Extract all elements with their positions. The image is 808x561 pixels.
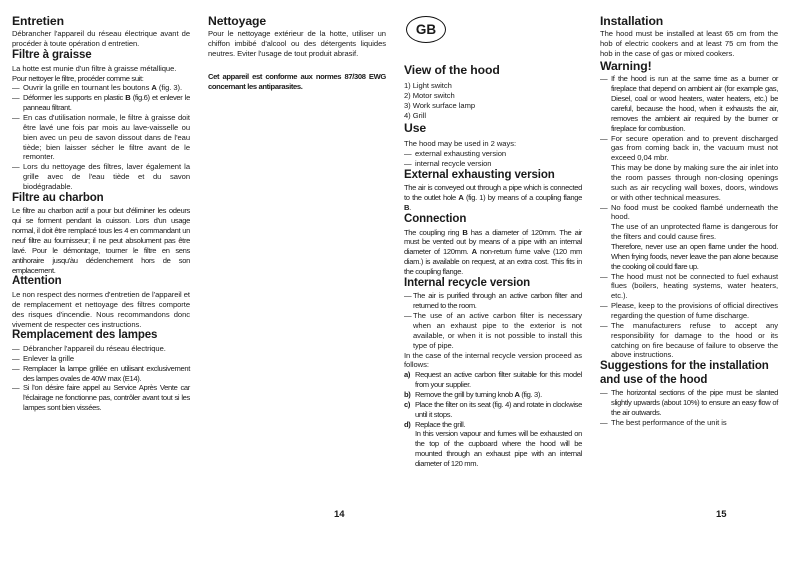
- dash-marker-icon: —: [12, 112, 20, 122]
- dash-marker-icon: —: [12, 83, 20, 93]
- list-item: [404, 400, 582, 420]
- dash-marker-icon: —: [12, 93, 20, 103]
- list-item-continuation: [600, 163, 778, 202]
- dash-marker-icon: —: [600, 133, 608, 143]
- list-filtre-graisse-steps: [12, 83, 190, 191]
- list-item: [12, 162, 190, 192]
- list-item: [600, 388, 778, 418]
- list-item-text: Remplacer la lampe grillée en utilisant exclusivement des lampes ovales de 40W max (E14).: [23, 363, 190, 383]
- step-label-d: d): [404, 419, 411, 429]
- list-item: [12, 83, 190, 93]
- list-item-text: The horizontal sections of the pipe must be slanted slightly upwards (about 10%) to ensure an easy flow of the air outwards.: [611, 388, 778, 418]
- list-item-text: Lors du nettoyage des filtres, laver également la grille avec de l'eau tiède et du savon biodégradable.: [23, 162, 190, 191]
- dash-marker-icon: —: [600, 301, 608, 311]
- dash-marker-icon: —: [12, 363, 20, 373]
- list-item-text: Replace the grill.: [415, 419, 466, 429]
- spread-columns: [12, 14, 796, 469]
- list-item: [600, 203, 778, 223]
- list-item: [12, 113, 190, 162]
- dash-marker-icon: —: [600, 320, 608, 330]
- heading-warning: Warning!: [600, 58, 652, 73]
- step-label-c: c): [404, 399, 411, 409]
- dash-marker-icon: —: [600, 202, 608, 212]
- heading-installation: Installation: [600, 14, 664, 28]
- heading-filtre-charbon: Filtre au charbon: [12, 191, 104, 204]
- country-badge-gb: GB: [406, 16, 446, 43]
- dash-marker-icon: —: [12, 353, 20, 363]
- list-item: [600, 272, 778, 302]
- dash-marker-icon: —: [600, 271, 608, 281]
- dash-marker-icon: —: [600, 388, 608, 398]
- list-item: [12, 354, 190, 364]
- column-gb-use: [404, 14, 582, 469]
- list-item-continuation: [600, 242, 778, 272]
- list-item-continuation: [404, 429, 582, 468]
- heading-internal-recycle-version: Internal recycle version: [404, 276, 531, 289]
- dash-marker-icon: —: [404, 158, 412, 168]
- list-hood-parts: [404, 81, 582, 120]
- list-item-text: The use of an active carbon filter is necessary when an exhaust pipe to the exterior is not available, or when it is not possible to install this type of pipe.: [413, 311, 582, 350]
- text-attention-body: Le non respect des normes d'entretien de l'appareil et de remplacement et nettoyage des filtres comporte des risques d'incendie. Nous recommandons donc vivement de respecter ces instructions.: [12, 289, 190, 329]
- heading-nettoyage: Nettoyage: [208, 14, 267, 28]
- list-item-text: Please, keep to the provisions of official directives regarding the question of fume discharge.: [611, 301, 778, 320]
- list-item: [404, 420, 582, 430]
- list-item-text: Therefore, never use an open flame under the hood. When frying foods, never leave the pan alone because the cooking oil could flare up.: [611, 241, 778, 271]
- list-item: [600, 74, 778, 133]
- list-item: [12, 344, 190, 354]
- list-item-text: external exhausting version: [415, 149, 507, 159]
- text-connection-body: The coupling ring B has a diameter of 120mm. The air must be vented out by means of a pipe with an internal diameter of 120mm. A non-return fume valve (120 mm diam.) is available on request, at an extra cost. This fits in the coupling flange.: [404, 227, 582, 276]
- list-item-text: Place the filter on its seat (fig. 4) and rotate in clockwise until it stops.: [415, 399, 582, 419]
- list-item-text: No food must be cooked flambé underneath the hood.: [611, 202, 778, 222]
- column-entretien: [12, 14, 190, 413]
- list-internal-steps: [404, 370, 582, 469]
- text-filtre-graisse-intro2: Pour nettoyer le filtre, procéder comme suit:: [12, 73, 144, 83]
- list-item: [12, 364, 190, 384]
- dash-marker-icon: —: [404, 291, 412, 301]
- text-use-intro: The hood may be used in 2 ways:: [404, 139, 517, 149]
- dash-marker-icon: —: [12, 162, 20, 172]
- dash-marker-icon: —: [600, 74, 608, 84]
- list-item-text: internal recycle version: [415, 158, 492, 168]
- heading-use: Use: [404, 120, 427, 135]
- list-item: [404, 291, 582, 311]
- list-item: 2) Motor switch: [404, 91, 455, 101]
- text-filtre-graisse-intro1: La hotte est munie d'un filtre à graisse métallique.: [12, 63, 177, 73]
- heading-connection: Connection: [404, 212, 467, 225]
- text-nettoyage-body: Pour le nettoyage extérieur de la hotte, utiliser un chiffon imbibé d'alcool ou des détergents liquides neutres. Eviter l'usage de tout produit abrasif.: [208, 29, 386, 59]
- text-proceed-as-follows: In the case of the internal recycle version proceed as follows:: [404, 350, 582, 370]
- heading-external-exhausting-version: External exhausting version: [404, 168, 555, 181]
- list-item-text: For secure operation and to prevent discharged gas from coming back in, the vacuum must not exceed 0,04 mbr.: [611, 133, 778, 163]
- list-item: 1) Light switch: [404, 81, 452, 91]
- list-item-continuation: [600, 222, 778, 242]
- list-item-text: The air is purified through an active carbon filter and returned to the room.: [413, 291, 582, 311]
- list-item-text: Si l'on désire faire appel au Service Après Vente car l'éclairage ne fonctionne pas, contrôler avant tout si les lampes sont bien vissées.: [23, 383, 190, 413]
- text-external-body: The air is conveyed out through a pipe which is connected to the outlet hole A (fig. 1) by means of a coupling flange B.: [404, 183, 582, 213]
- heading-view-of-the-hood: View of the hood: [404, 63, 500, 77]
- column-installation-warning: [600, 14, 778, 428]
- dash-marker-icon: —: [404, 311, 412, 321]
- list-item: 3) Work surface lamp: [404, 101, 476, 111]
- list-item: 4) Grill: [404, 110, 426, 120]
- list-warning-items: [600, 74, 778, 360]
- heading-remplacement-lampes: Remplacement des lampes: [12, 329, 158, 342]
- list-item-text: Débrancher l'appareil du réseau électrique.: [23, 343, 166, 353]
- list-item-text: If the hood is run at the same time as a burner or fireplace that depend on ambient air (for example gas, Diesel, coal or wood heaters, water heaters, etc.) be careful, because the hood, when it exhausts the air, removes the ambient air required by the burner or fireplace for combustion.: [611, 74, 778, 133]
- list-item: [404, 149, 582, 159]
- heading-attention: Attention: [12, 275, 62, 288]
- column-nettoyage: [208, 14, 386, 92]
- list-item: [600, 301, 778, 321]
- list-item-text: Enlever la grille: [23, 353, 75, 363]
- list-item-text: This may be done by making sure the air inlet into the room passes through non-closing openings such as air recycling wall boxes, doors, windows or with other technical measures.: [611, 163, 778, 202]
- text-entretien-body: Débrancher l'appareil du réseau électrique avant de procéder à toute opération d entretien.: [12, 29, 190, 49]
- list-item-text: Déformer les supports en plastic B (fig.6) et enlever le panneau filtrant.: [23, 93, 190, 113]
- list-item-text: The use of an unprotected flame is dangerous for the filters and could cause fires.: [611, 222, 778, 242]
- heading-entretien: Entretien: [12, 14, 64, 28]
- list-item: [404, 159, 582, 169]
- dash-marker-icon: —: [404, 149, 412, 159]
- dash-marker-icon: —: [600, 417, 608, 427]
- page-number-right: 15: [716, 509, 727, 520]
- list-item: [404, 311, 582, 350]
- text-installation-body: The hood must be installed at least 65 cm from the hob of electric cookers and at least 75 cm from the hob in the case of gas or mixed cookers.: [600, 29, 778, 59]
- heading-filtre-graisse: Filtre à graisse: [12, 49, 92, 62]
- list-item-text: Remove the grill by turning knob A (fig. 3).: [415, 389, 542, 399]
- list-item-text: Request an active carbon filter suitable for this model from your supplier.: [415, 370, 582, 390]
- list-item-text: The manufacturers refuse to accept any responsibility for damage to the hood or its catching on fire because of failure to observe the above instructions.: [611, 320, 778, 360]
- list-internal-points: [404, 291, 582, 350]
- list-item-text: Ouvrir la grille en tournant les boutons A (fig. 3).: [23, 83, 183, 93]
- list-item: [404, 390, 582, 400]
- list-lampes-steps: [12, 344, 190, 413]
- list-item-text: In this version vapour and fumes will be exhausted on the top of the cupboard where the hood will be mounted through an exhaust pipe with an internal diameter of 120 mm.: [415, 429, 582, 468]
- heading-suggestions: Suggestions for the installation and use of the hood: [600, 360, 769, 386]
- list-use-ways: [404, 149, 582, 169]
- dash-marker-icon: —: [12, 343, 20, 353]
- page-number-left: 14: [334, 509, 345, 520]
- step-label-a: a): [404, 370, 411, 380]
- step-label-b: b): [404, 389, 411, 399]
- text-conformity-statement: Cet appareil est conforme aux normes 87/308 EWG concernant les antiparasites.: [208, 71, 386, 91]
- list-item-text: En cas d'utilisation normale, le filtre à graisse doit être lavé une fois par mois au lave-vaisselle ou bien avec un peu de savon dissout dans de l'eau tiède; bien laisser sécher le filtre avant de le remonter.: [23, 112, 190, 162]
- list-item: [12, 383, 190, 413]
- dash-marker-icon: —: [12, 383, 20, 393]
- list-item: [600, 134, 778, 164]
- list-item-text: The hood must not be connected to fuel exhaust flues (boilers, heating systems, water heaters, etc.).: [611, 271, 778, 301]
- list-item: [12, 93, 190, 113]
- list-item: [404, 370, 582, 390]
- list-item: [600, 321, 778, 360]
- text-filtre-charbon-body: Le filtre au charbon actif a pour but d'éliminer les odeurs qui se forment pendant la cuisson. Lors d'un usage normal, il doit être remplacé tous les 4 en commandant un neuf filtre au fournisseur; il ne peut absolument pas être lavé. Pour le démontage, tourner le filtre en sens antihoraire jusqu'àu déclenchement hors de son emplacement.: [12, 206, 190, 275]
- list-item: [600, 418, 778, 428]
- list-item-text: The best performance of the unit is: [611, 417, 727, 427]
- list-suggestions: [600, 388, 778, 427]
